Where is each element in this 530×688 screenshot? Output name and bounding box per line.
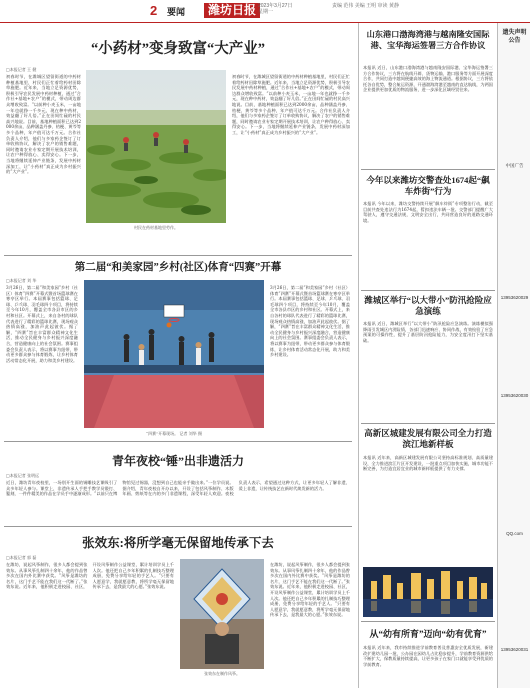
- zhang-headline: 张效东:将所学毫无保留地传承下去: [82, 536, 274, 550]
- traffic-headline: 今年以来潍坊交警查处1674起“飙车炸街”行为: [366, 175, 490, 196]
- right-divider-2: [361, 290, 495, 291]
- right-divider-4: [361, 621, 495, 622]
- newspaper-logo: 潍坊日报: [204, 3, 260, 18]
- page-header: [0, 0, 530, 23]
- flood-body: 本报讯 近日，潍城区举行“以大带小”防汛抢险应急演练。演练模拟强降雨引发城区内涝险情，各部门迅速响应、协同作战，有效检验了应急预案的可操作性，提升了基层防汛抢险能力，为安全度汛打下坚实基础。: [363, 321, 493, 343]
- basketball-body: 3月26日，第二届“和美家园”乡村（社区）体育“四赛”开幕式暨首场篮球赛在寒亭区举行。本届赛事包括篮球、足球、乒乓球、羽毛球四个项目，将持续至今年10月，覆盖全市各县市区的乡村和社区。开幕式上，来自各村的球队代表进行了精彩的篮球比赛，现场观众热情高涨，加油声此起彼伏。据了解，“四赛”旨在丰富群众精神文化生活，推动全民健身与乡村振兴深度融合，营造健康向上的社会氛围。赛事组委会负责人表示，将以赛事为纽带，带动更多群众参与体育锻炼，让乡村体育活动常态化开展，助力和美乡村建设。: [6, 285, 78, 363]
- ads-site: QQ.com: [506, 531, 523, 536]
- kinder-body: 本报讯 近年来，我市持续推进学前教育普及普惠安全优质发展，新建改扩建幼儿园一批，公办园在园幼儿占比稳步提升，学前教育资源供给不断扩大，保教质量持续提高，让更多孩子在家门口就能享受到优质的学前教育。: [363, 645, 493, 667]
- port-body: 本报讯 近日，山东港口渤海湾港与越南隆安国际港、宝华海运签署三方合作协议，三方将在航线开辟、货物运输、港口服务等方面开展深度合作，共同打造中越间便捷高效的海上物流通道。根据协议，三方将依托各自优势，整合航运资源，开通渤海湾港至越南的直达航线，为两国企业提供更加优质的物流服务，进一步深化区域经贸往来。: [363, 65, 493, 93]
- riverside-night-photo: [363, 567, 493, 617]
- ads-phone-2: 13953620030: [500, 393, 529, 398]
- zhang-byline: □本报记者 郭 磊: [6, 555, 37, 560]
- section-divider: [4, 255, 352, 256]
- page-number: 2: [150, 3, 158, 18]
- kite-photo-caption: 张效东在制作风筝。: [204, 671, 240, 676]
- right-divider-1: [361, 169, 495, 170]
- herb-body-right: 初春时节，在潍城区望留街道的中药材种植基地里，村民们正忙着给药材田除草施肥。近年来，当地立足资源优势，积极引导农民发展中药材种植，通过“合作社+基地+农户”的模式，带动周边群众增收致富。“以前种小麦玉米，一亩地一年也就挣一千多元，现在种中药材，效益翻了好几倍。”正在田间忙碌的村民高兴地说。目前，基地种植面积已达到2000余亩，品种涵盖丹参、桔梗、黄芩等多个品种，年产值可达千万元。合作社负责人介绍，他们与多家药企签订了订单收购协议，解决了农户的销售难题，同时邀请农业专家定期开展技术培训，让农户种得放心、卖得安心。下一步，当地将继续延伸产业链条，发展中药材深加工，让“小药材”真正成为乡村振兴的“大产业”。: [232, 74, 350, 135]
- kite-maker-photo: [180, 559, 264, 669]
- ads-phone-1: 13953620029: [500, 295, 529, 300]
- basketball-court-photo: [84, 280, 264, 428]
- editors-line: 责编 范伟 美编 王明 审读 黄静: [332, 3, 399, 9]
- classified-ads-column: [497, 23, 530, 688]
- date-line: 2023年3月27日: [258, 3, 293, 9]
- herb-byline: □本报记者 王 健: [6, 67, 37, 72]
- section-divider-3: [4, 526, 352, 527]
- basketball-headline: 第二届“和美家园”乡村(社区)体育“四赛”开幕: [74, 262, 282, 273]
- weekday-line: 星期一: [258, 9, 274, 15]
- ads-title: 遗失声明公告: [502, 30, 527, 44]
- zhang-body-left: 在潍坊，说起风筝制作，很多人都会提到张效东。从事风筝扎制四十余年，他的作品曾多次在国内外比赛中获奖。“风筝是潍坊的名片，这门手艺不能在我们这一代断了。”张效东说。近年来，他积极走进校园、社区，开设风筝制作公益课堂，累计培训学员上千人次。他还把自己多年积累的扎制技巧整理成册，免费分享给年轻的手艺人。“只要有人愿意学，我就愿意教，将所学毫无保留地传承下去，是我最大的心愿。”张效东说。: [6, 562, 174, 590]
- flood-headline: 潍城区举行“以大带小”防汛抢险应急演练: [364, 295, 492, 316]
- port-headline: 山东港口渤海湾港与越南隆安国际港、宝华海运签署三方合作协议: [366, 30, 490, 50]
- youth-headline: 青年夜校“锤”出非遗活力: [111, 454, 244, 468]
- youth-byline: □本报记者 张明远: [6, 473, 40, 478]
- basketball-byline: □本报记者 刘 华: [6, 278, 37, 283]
- section-divider-2: [4, 441, 352, 442]
- youth-body: 近日，潍坊青年夜校里，一场别开生面的锡雕技艺课吸引了众多年轻人参与。课堂上，非遗传承人手把手教学员锻打、錾刻，一件件精美的作品在学员手中逐渐成形。“以前只在博物馆见过锡器，没想到自己也能亲手做出来。”一位学员说。据介绍，青年夜校自开办以来，开设了包括风筝制作、木版年画、剪纸等在内的多门非遗课程，深受年轻人欢迎。夜校负责人表示，希望通过这种方式，让更多年轻人了解非遗、爱上非遗，让传统技艺在新时代焕发新的活力。: [6, 480, 350, 497]
- basketball-body-right: 3月26日，第二届“和美家园”乡村（社区）体育“四赛”开幕式暨首场篮球赛在寒亭区举行。本届赛事包括篮球、足球、乒乓球、羽毛球四个项目，将持续至今年10月，覆盖全市各县市区的乡村和社区。开幕式上，来自各村的球队代表进行了精彩的篮球比赛，现场观众热情高涨，加油声此起彼伏。据了解，“四赛”旨在丰富群众精神文化生活，推动全民健身与乡村振兴深度融合，营造健康向上的社会氛围。赛事组委会负责人表示，将以赛事为纽带，带动更多群众参与体育锻炼，让乡村体育活动常态化开展，助力和美乡村建设。: [270, 285, 350, 358]
- traffic-body: 本报讯 今年以来，潍坊交警持续开展“飙车炸街”专项整治行动，截至目前共查处违法行为1674起，暂扣违法车辆一批。交警部门提醒广大驾驶人，遵守交通法规，文明安全出行，共同营造良好的道路交通环境。: [363, 201, 493, 223]
- zhang-body-right: 在潍坊，说起风筝制作，很多人都会提到张效东。从事风筝扎制四十余年，他的作品曾多次在国内外比赛中获奖。“风筝是潍坊的名片，这门手艺不能在我们这一代断了。”张效东说。近年来，他积极走进校园、社区，开设风筝制作公益课堂，累计培训学员上千人次。他还把自己多年积累的扎制技巧整理成册，免费分享给年轻的手艺人。“只要有人愿意学，我就愿意教，将所学毫无保留地传承下去，是我最大的心愿。”张效东说。: [270, 562, 350, 618]
- highnew-headline: 高新区城建发展有限公司全力打造滨江地新样板: [364, 428, 492, 449]
- highnew-body: 本报讯 近年来，高新区城建发展有限公司坚持高标准规划、高质量建设，全力推进滨江片区开发建设，一批重点项目加快实施，城市功能不断完善，为打造宜居宜业的城市新样板提供了有力支撑。: [363, 455, 493, 472]
- ads-phone-3: 13953620031: [500, 647, 529, 652]
- herb-field-photo: [86, 70, 226, 223]
- right-divider-3: [361, 423, 495, 424]
- right-column: [358, 23, 497, 688]
- issue-date: [258, 3, 292, 15]
- main-column: [0, 23, 356, 688]
- basketball-photo-caption: “四赛”开幕现场。 记者 刘华 摄: [146, 431, 202, 436]
- herb-headline: “小药材”变身致富“大产业”: [91, 41, 265, 57]
- herb-photo-caption: 村民在药材基地里劳作。: [134, 225, 178, 230]
- herb-body-left: 初春时节，在潍城区望留街道的中药材种植基地里，村民们正忙着给药材田除草施肥。近年来，当地立足资源优势，积极引导农民发展中药材种植，通过“合作社+基地+农户”的模式，带动周边群众增收致富。“以前种小麦玉米，一亩地一年也就挣一千多元，现在种中药材，效益翻了好几倍。”正在田间忙碌的村民高兴地说。目前，基地种植面积已达到2000余亩，品种涵盖丹参、桔梗、黄芩等多个品种，年产值可达千万元。合作社负责人介绍，他们与多家药企签订了订单收购协议，解决了农户的销售难题，同时邀请农业专家定期开展技术培训，让农户种得放心、卖得安心。下一步，当地将继续延伸产业链条，发展中药材深加工，让“小药材”真正成为乡村振兴的“大产业”。: [6, 74, 81, 175]
- ads-company-label: 中国广告: [505, 163, 524, 168]
- section-name: 要闻: [167, 7, 186, 17]
- kinder-headline: 从“幼有所育”迈向“幼有优育”: [369, 629, 487, 639]
